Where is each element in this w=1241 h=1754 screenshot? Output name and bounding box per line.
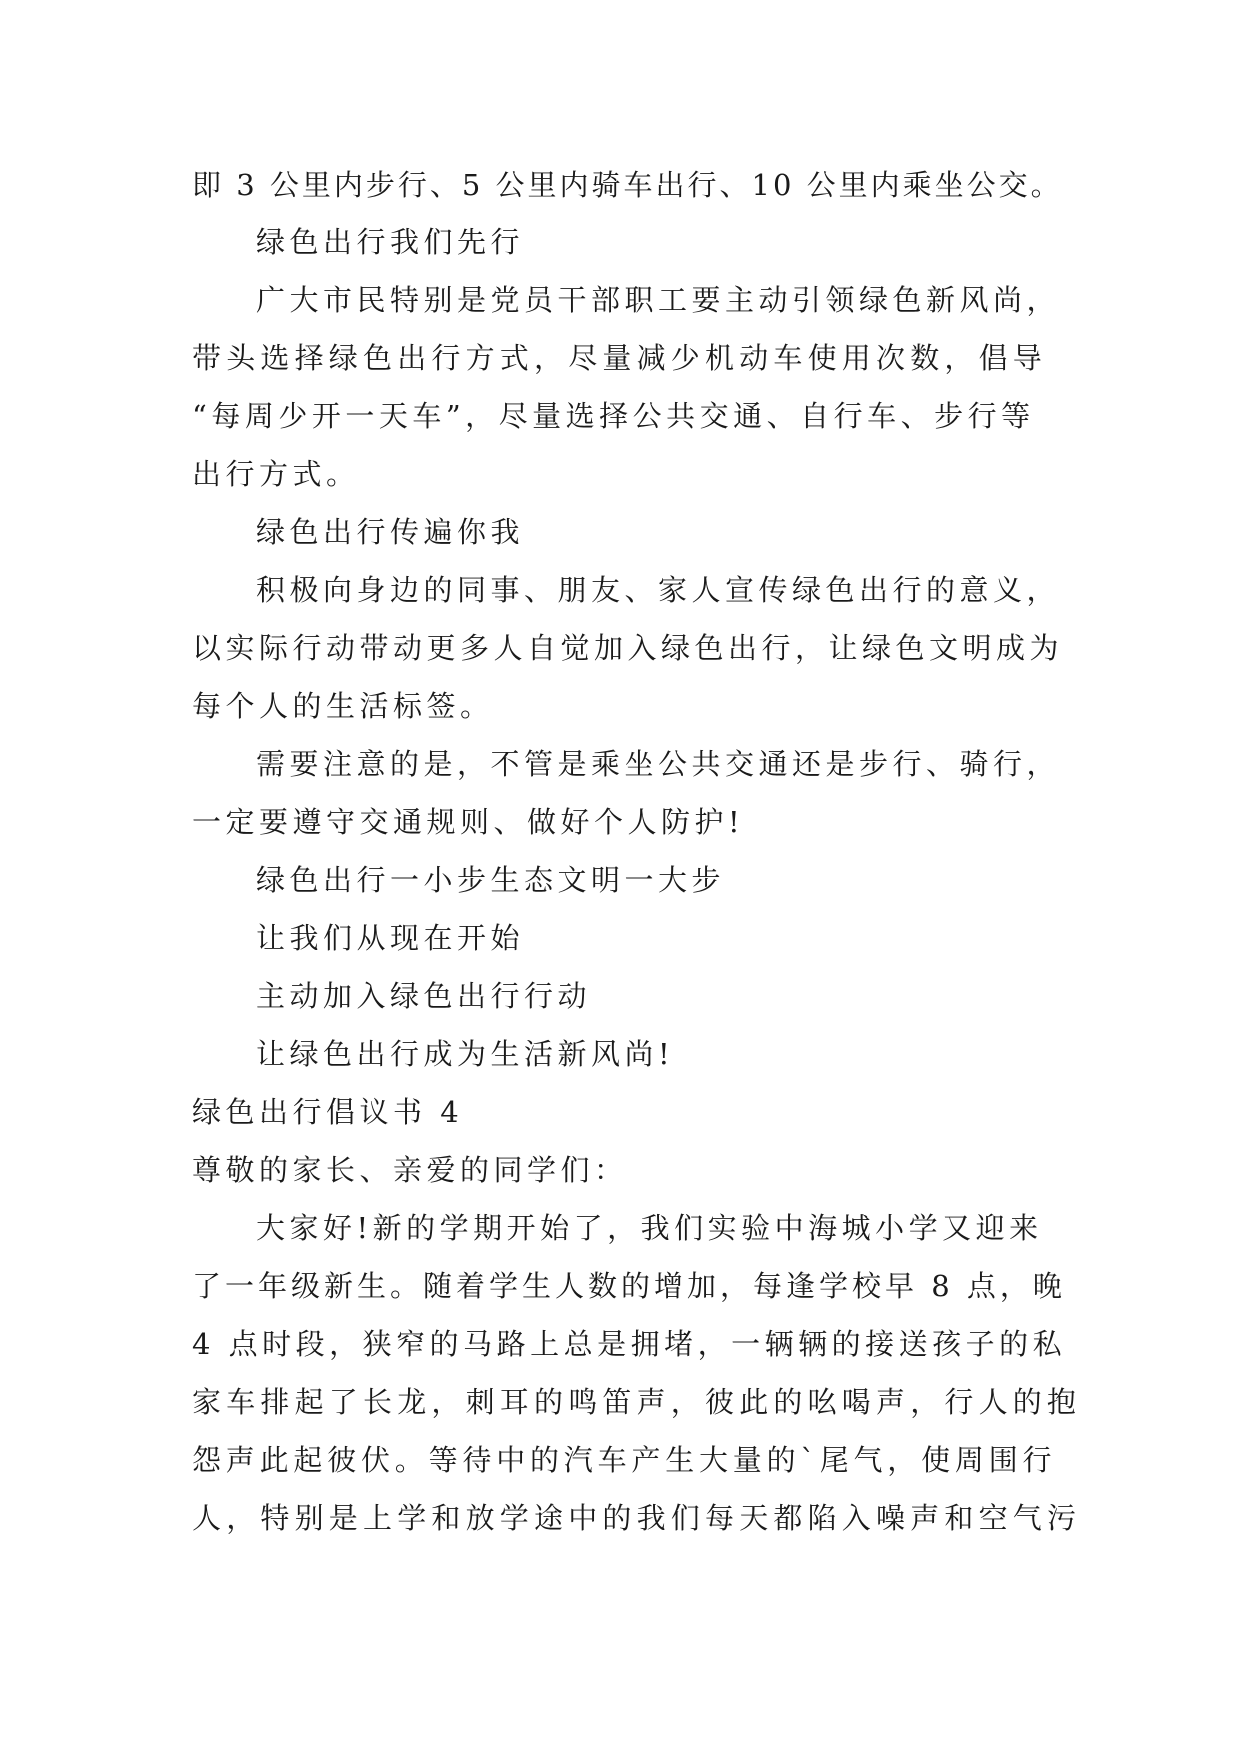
text-line: 人，特别是上学和放学途中的我们每天都陷入噪声和空气污 <box>192 1501 1082 1535</box>
slogan-line: 让绿色出行成为生活新风尚! <box>256 1037 675 1071</box>
slogan-line: 绿色出行一小步生态文明一大步 <box>256 863 726 897</box>
text-line: 需要注意的是，不管是乘坐公共交通还是步行、骑行， <box>256 747 1061 781</box>
text-line: 以实际行动带动更多人自觉加入绿色出行，让绿色文明成为 <box>192 631 1064 665</box>
text-line: “每周少开一天车”，尽量选择公共交通、自行车、步行等 <box>192 399 1035 433</box>
text-line: 4 点时段，狭窄的马路上总是拥堵，一辆辆的接送孩子的私 <box>192 1327 1067 1361</box>
section-heading: 绿色出行我们先行 <box>256 225 525 259</box>
text-line: 带头选择绿色出行方式，尽量减少机动车使用次数，倡导 <box>192 341 1048 375</box>
text-line: 积极向身边的同事、朋友、家人宣传绿色出行的意义， <box>256 573 1061 607</box>
slogan-line: 让我们从现在开始 <box>256 921 525 955</box>
text-line: 家车排起了长龙，刺耳的鸣笛声，彼此的吆喝声，行人的抱 <box>192 1385 1082 1419</box>
text-line: 出行方式。 <box>192 457 360 491</box>
text-line: 一定要遵守交通规则、做好个人防护! <box>192 805 745 839</box>
text-line: 即 3 公里内步行、5 公里内骑车出行、10 公里内乘坐公交。 <box>192 168 1063 202</box>
text-line: 每个人的生活标签。 <box>192 689 494 723</box>
text-line: 大家好!新的学期开始了，我们实验中海城小学又迎来 <box>256 1211 1043 1245</box>
text-line: 了一年级新生。随着学生人数的增加，每逢学校早 8 点，晚 <box>192 1269 1066 1303</box>
text-line: 怨声此起彼伏。等待中的汽车产生大量的`尾气，使周围行 <box>192 1443 1057 1477</box>
salutation: 尊敬的家长、亲爱的同学们： <box>192 1153 628 1187</box>
slogan-line: 主动加入绿色出行行动 <box>256 979 592 1013</box>
section-heading: 绿色出行传遍你我 <box>256 515 525 549</box>
document-title: 绿色出行倡议书 4 <box>192 1095 464 1129</box>
text-line: 广大市民特别是党员干部职工要主动引领绿色新风尚， <box>256 283 1061 317</box>
